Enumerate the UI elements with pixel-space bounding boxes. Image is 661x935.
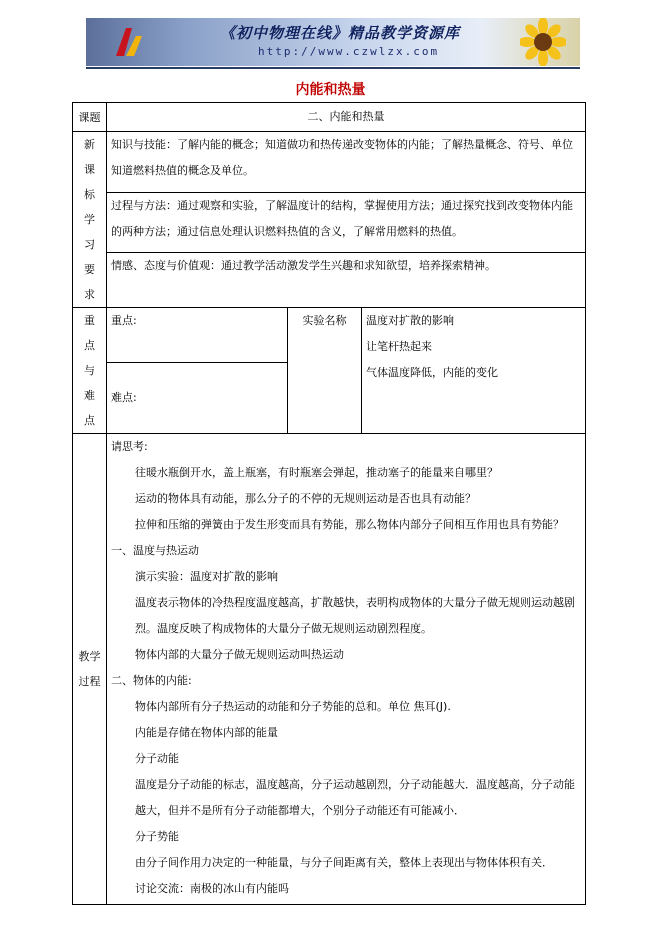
process-paragraph: 请思考: (111, 440, 148, 453)
process-paragraph: 物体内部的大量分子做无规则运动叫热运动 (135, 648, 344, 661)
topic-label: 课题 (73, 103, 107, 132)
process-content (107, 434, 586, 905)
banner-url: http://www.czwlzx.com (258, 45, 440, 58)
lesson-table (72, 102, 586, 905)
key-point: 重点: (107, 308, 288, 363)
key-points-label: 重点与难点 (73, 308, 107, 434)
process-paragraph: 往暖水瓶倒开水，盖上瓶塞，有时瓶塞会弹起，推动塞子的能量来自哪里？ (135, 466, 498, 479)
goal-knowledge: 知识与技能：了解内能的概念；知道做功和热传递改变物体的内能；了解热量概念、符号、单位知道燃料热值的概念及单位。 (107, 132, 586, 193)
difficult-point: 难点: (107, 362, 288, 433)
process-paragraph: 由分子间作用力决定的一种能量，与分子间距离有关，整体上表现出与物体体积有关． (135, 856, 553, 869)
goal-process: 过程与方法：通过观察和实验，了解温度计的结构，掌握使用方法；通过探究找到改变物体内能的两种方法；通过信息处理认识燃料热值的含义，了解常用燃料的热值。 (107, 192, 586, 253)
goal-attitude: 情感、态度与价值观：通过教学活动激发学生兴趣和求知欲望，培养探索精神。 (107, 253, 586, 308)
experiment-item: 让笔杆热起来 (366, 340, 432, 353)
header-rule (86, 67, 580, 69)
process-label: 教学过程 (73, 434, 107, 905)
topic-value: 二、内能和热量 (107, 103, 586, 132)
experiment-item: 气体温度降低，内能的变化 (366, 366, 498, 379)
goals-label: 新课标学习要求 (73, 132, 107, 308)
process-paragraph: 温度表示物体的冷热程度温度越高，扩散越快，表明构成物体的大量分子做无规则运动越剧烈。温度反映了构成物体的大量分子做无规则运动剧烈程度。 (135, 596, 575, 635)
process-paragraph: 分子动能 (135, 752, 179, 765)
header-banner (86, 18, 580, 66)
sunflower-icon (520, 18, 566, 66)
page-title: 内能和热量 (295, 82, 366, 98)
experiment-list (362, 308, 586, 434)
experiment-item: 温度对扩散的影响 (366, 314, 454, 327)
process-paragraph: 分子势能 (135, 830, 179, 843)
process-paragraph: 二、物体的内能: (111, 674, 192, 687)
experiment-label: 实验名称 (288, 308, 362, 434)
process-paragraph: 演示实验：温度对扩散的影响 (135, 570, 278, 583)
process-paragraph: 拉伸和压缩的弹簧由于发生形变而具有势能，那么物体内部分子间相互作用也具有势能？ (135, 518, 564, 531)
process-paragraph: 物体内部所有分子热运动的动能和分子势能的总和。单位 焦耳(J). (135, 700, 451, 713)
banner-title: 《初中物理在线》精品教学资源库 (220, 24, 461, 42)
process-paragraph: 温度是分子动能的标志，温度越高，分子运动越剧烈，分子动能越大．温度越高，分子动能越大，但并不是所有分子动能都增大，个别分子动能还有可能减小． (135, 778, 575, 817)
process-paragraph: 讨论交流：南极的冰山有内能吗 (135, 882, 289, 895)
process-paragraph: 运动的物体具有动能，那么分子的不停的无规则运动是否也具有动能？ (135, 492, 476, 505)
process-paragraph: 内能是存储在物体内部的能量 (135, 726, 278, 739)
process-paragraph: 一、温度与热运动 (111, 544, 199, 557)
logo-icon (112, 26, 146, 58)
